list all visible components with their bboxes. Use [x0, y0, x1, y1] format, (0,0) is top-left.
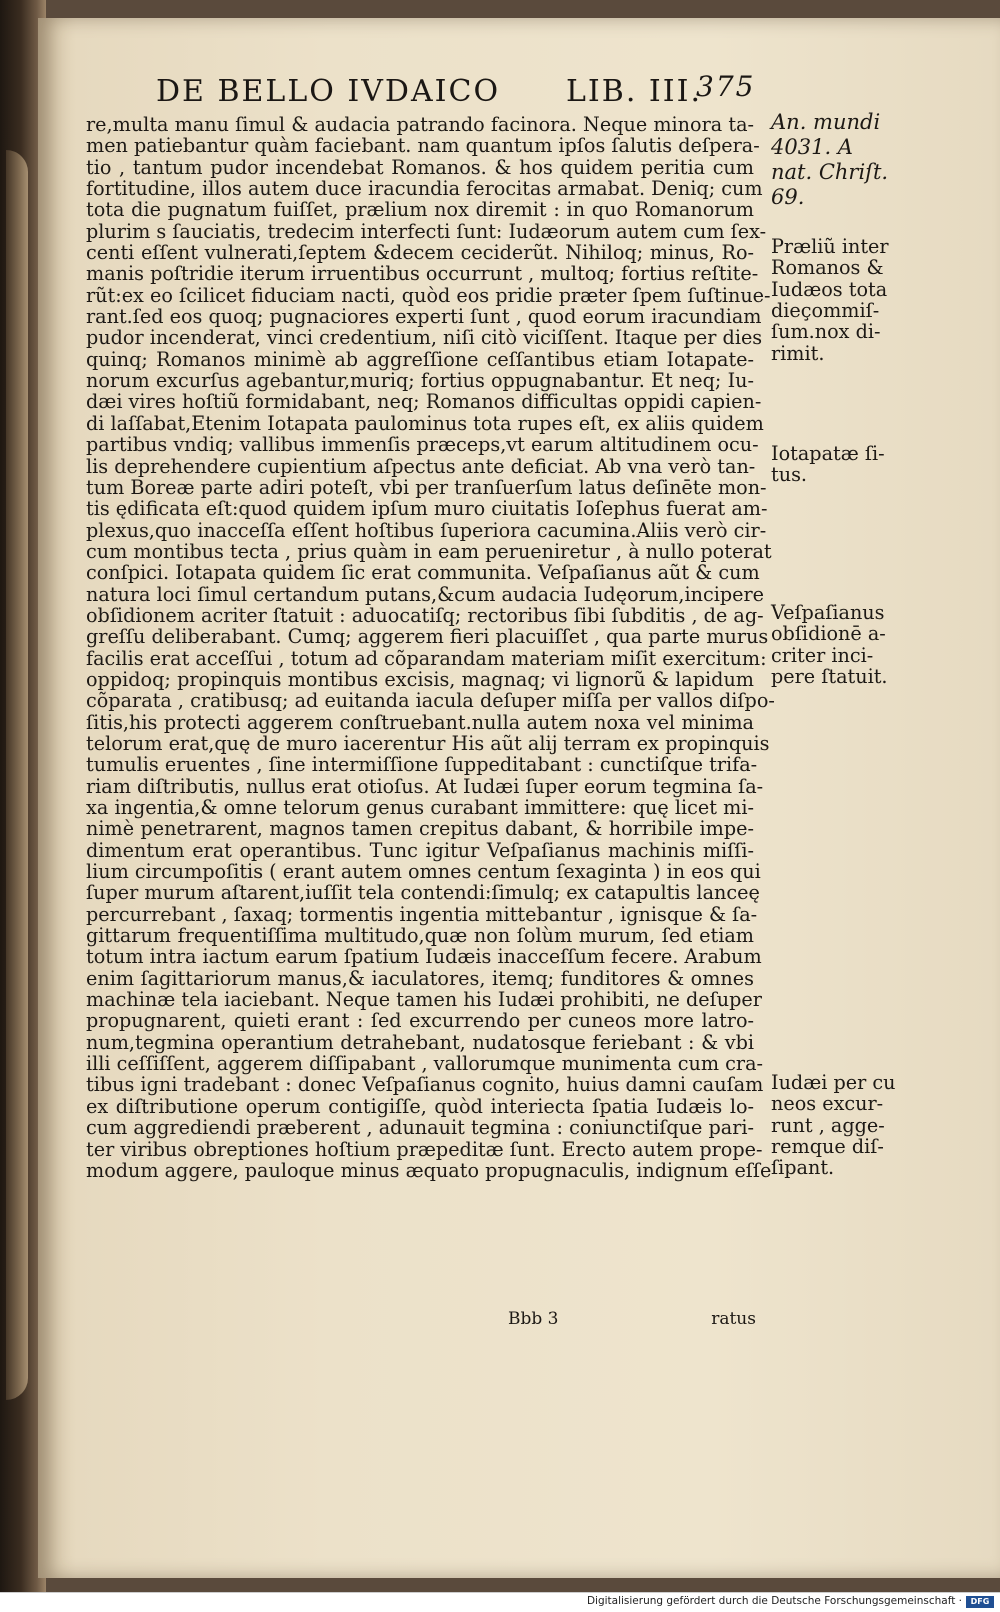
signature-mark: Bbb 3 — [508, 1309, 559, 1329]
text-line: plexus,quo inacceſſa eſſent hoſtibus ſuperiora cacumina.Aliis verò cir- — [86, 518, 767, 542]
text-line: tibus igni tradebant : donec Veſpaſianus cognito, huius damni cauſam — [86, 1073, 764, 1097]
text-line: plurim s ſauciatis, tredecim interfecti ſunt: Iudæorum autem cum ſex- — [86, 219, 767, 243]
running-header — [156, 70, 776, 112]
text-line: oppidoq; propinquis montibus excisis, magnaq; vi lignorũ & lapidum — [86, 667, 754, 691]
book-page — [38, 18, 1000, 1578]
main-text-column — [86, 113, 775, 1182]
margin-note-line: An. mundi — [771, 110, 881, 134]
text-line: tio , tantum pudor incendebat Romanos. & hos quidem peritia cum — [86, 155, 754, 179]
margin-note-line: Veſpaſianus — [771, 601, 885, 624]
text-line: partibus vndiq; vallibus immenſis præceps,vt earum altitudinem ocu- — [86, 433, 759, 457]
text-line: totum intra iactum earum ſpatium Iudæis inacceſſum fecere. Arabum — [86, 945, 762, 969]
text-line: norum excurſus agebantur,muriq; fortius oppugnabantur. Et neq; Iu- — [86, 369, 754, 393]
text-line: quinq; Romanos minimè ab aggreſſione ceſſantibus etiam Iotapate- — [86, 347, 754, 371]
catchline — [508, 1309, 756, 1333]
margin-note-line: nat. Chriſt. — [771, 160, 889, 184]
text-line: cõparata , cratibusq; ad euitanda iacula deſuper miſſa per vallos diſpo- — [86, 689, 775, 713]
text-line: centi eſſent vulnerati,ſeptem &decem ceciderũt. Nihiloq; minus, Ro- — [86, 241, 754, 265]
text-line: tota die pugnatum fuiſſet, prælium nox diremit : in quo Romanorum — [86, 198, 754, 222]
text-line: ex diſtributione operum contigiſſe, quòd interiecta ſpatia Iudæis lo- — [86, 1094, 754, 1118]
margin-note-line: dieçommiſ- — [771, 299, 880, 323]
margin-note-line: 69. — [771, 185, 805, 209]
margin-note-line: tus. — [771, 463, 808, 487]
margin-note-battle — [771, 236, 891, 364]
text-line: obſidionem acriter ſtatuit : aduocatiſq; rectoribus ſibi ſubditis , de ag- — [86, 603, 764, 627]
text-line: xa ingentia,& omne telorum genus curabant immittere: quę licet mi- — [86, 796, 754, 819]
text-line: cum aggrediendi præberent , adunauit tegmina : coniunctiſque pari- — [86, 1116, 754, 1140]
text-line: fortitudine, illos autem duce iracundia ferocitas armabat. Deniq; cum — [86, 177, 763, 201]
margin-note-line: ſipant. — [771, 1156, 835, 1180]
digitization-footer — [0, 1592, 1000, 1612]
text-line: rũt:ex eo ſcilicet fiduciam nacti, quòd eos pridie præter ſpem ſuſtinue- — [86, 283, 771, 307]
text-line: rant.ſed eos quoq; pugnaciores experti ſunt , quod eorum iracundiam — [86, 305, 762, 329]
text-line: riam diſtributis, nullus erat otioſus. At Iudæi ſuper eorum tegmina ſa- — [86, 774, 764, 798]
text-line: tis ędificata eſt:quod quidem ipſum muro ciuitatis Ioſephus fuerat am- — [86, 497, 768, 521]
text-line: num,tegmina operantium detrahebant, nudatosque feriebant : & vbi — [86, 1030, 754, 1054]
margin-note-line: Romanos & — [771, 256, 884, 280]
text-line: manis poſtridie iterum irruentibus occurrunt , multoq; fortius reſtite- — [86, 262, 759, 286]
text-line: illi ceſſiſſent, aggerem diſſipabant , vallorumque munimenta cum cra- — [86, 1052, 764, 1076]
running-title: DE BELLO IVDAICO — [156, 74, 501, 109]
text-line: natura loci ſimul certandum putans,&cum audacia Iudęorum,incipere — [86, 582, 764, 606]
margin-note-line: criter inci- — [771, 643, 874, 667]
page-number: 375 — [696, 70, 756, 103]
binding-page-edges — [6, 150, 28, 1400]
text-line: conſpici. Iotapata quidem ſic erat communita. Veſpaſianus aũt & cum — [86, 561, 760, 585]
text-line: enim ſagittariorum manus,& iaculatores, itemq; funditores & omnes — [86, 966, 754, 990]
margin-note-line: Iotapatæ ſi- — [771, 442, 885, 465]
text-line: cum montibus tecta , prius quàm in eam perueniretur , à nullo poterat — [86, 539, 772, 563]
text-line: ſitis,his protecti aggerem conſtruebant.nulla autem noxa vel minima — [86, 710, 754, 734]
text-line: percurrebant , ſaxaq; tormentis ingentia mittebantur , ignisque & ſa- — [86, 902, 758, 926]
text-line: di laſſabat,Etenim Iotapata paulominus tota rupes eſt, ex aliis quidem — [86, 411, 764, 435]
catchword: ratus — [711, 1309, 756, 1329]
text-line: machinæ tela iaciebant. Neque tamen his Iudæi prohibiti, ne deſuper — [86, 988, 762, 1012]
text-line: tumulis eruentes , ſine intermiſſione ſuppeditabant : cunctiſque trifa- — [86, 753, 758, 777]
text-line: ſuper murum aſtarent,iuſſit tela contendi:ſimulq; ex catapultis lanceę — [86, 881, 760, 905]
margin-note-line: rimit. — [771, 341, 825, 365]
text-line: greſſu deliberabant. Cumq; aggerem fieri placuiſſet , qua parte murus — [86, 625, 769, 649]
text-line: dimentum erat operantibus. Tunc igitur Veſpaſianus machinis miſſi- — [86, 838, 754, 862]
margin-note-vespasianus — [771, 602, 891, 687]
footer-credit: Digitalisierung gefördert durch die Deutsche Forschungsgemeinschaft · — [586, 1595, 962, 1607]
text-line: telorum erat,quę de muro iacerentur His aũt alij terram ex propinquis — [86, 731, 770, 755]
text-line: gittarum frequentiſſima multitudo,quæ non ſolùm murum, ſed etiam — [86, 924, 754, 948]
book-number: LIB. III. — [566, 74, 702, 109]
margin-note-situs — [771, 443, 891, 486]
text-line: men patiebantur quàm faciebant. nam quantum ipſos ſalutis deſpera- — [86, 134, 760, 158]
text-line: re,multa manu ſimul & audacia patrando facinora. Neque minora ta- — [86, 113, 754, 136]
text-line: dæi vires hoſtiũ formidabant, neq; Romanos difficultas oppidi capien- — [86, 390, 762, 414]
margin-note-line: Iudæos tota — [771, 277, 888, 301]
text-line: pudor incenderat, vinci credentium, niſi citò viciſſent. Itaque per dies — [86, 326, 763, 350]
text-line: facilis erat acceſſui , totum ad cõparandam materiam miſit exercitum: — [86, 646, 767, 670]
text-line: lis deprehendere cupientium aſpectus ante deficiat. Ab vna verò tan- — [86, 454, 756, 478]
dfg-logo: DFG — [966, 1596, 994, 1608]
text-line: propugnarent, quieti erant : ſed excurrendo per cuneos more latro- — [86, 1009, 754, 1033]
margin-note-date — [771, 110, 891, 210]
text-line: tum Boreæ parte adiri poteſt, vbi per tranſuerſum latus deſinēte mon- — [86, 475, 767, 499]
text-line: ter viribus obreptiones hoſtium præpeditæ ſunt. Erecto autem prope- — [86, 1137, 763, 1161]
margin-note-line: obſidionē a- — [771, 622, 886, 646]
margin-note-line: Iudæi per cu — [771, 1071, 896, 1094]
margin-note-line: ſum.nox di- — [771, 320, 881, 344]
margin-note-line: pere ſtatuit. — [771, 665, 888, 689]
margin-note-line: Præliũ inter — [771, 235, 889, 258]
margin-note-line: 4031. A — [771, 135, 853, 159]
margin-note-line: runt , agge- — [771, 1113, 885, 1137]
text-line: nimè penetrarent, magnos tamen crepitus dabant, & horribile impe- — [86, 817, 754, 841]
text-line: modum aggere, pauloque minus æquato propugnaculis, indignum eſſe — [86, 1158, 772, 1182]
margin-note-iudaei — [771, 1071, 896, 1180]
margin-note-line: neos excur- — [771, 1092, 884, 1116]
margin-note-line: remque diſ- — [771, 1135, 884, 1159]
text-line: lium circumpoſitis ( erant autem omnes centum ſexaginta ) in eos qui — [86, 860, 761, 884]
